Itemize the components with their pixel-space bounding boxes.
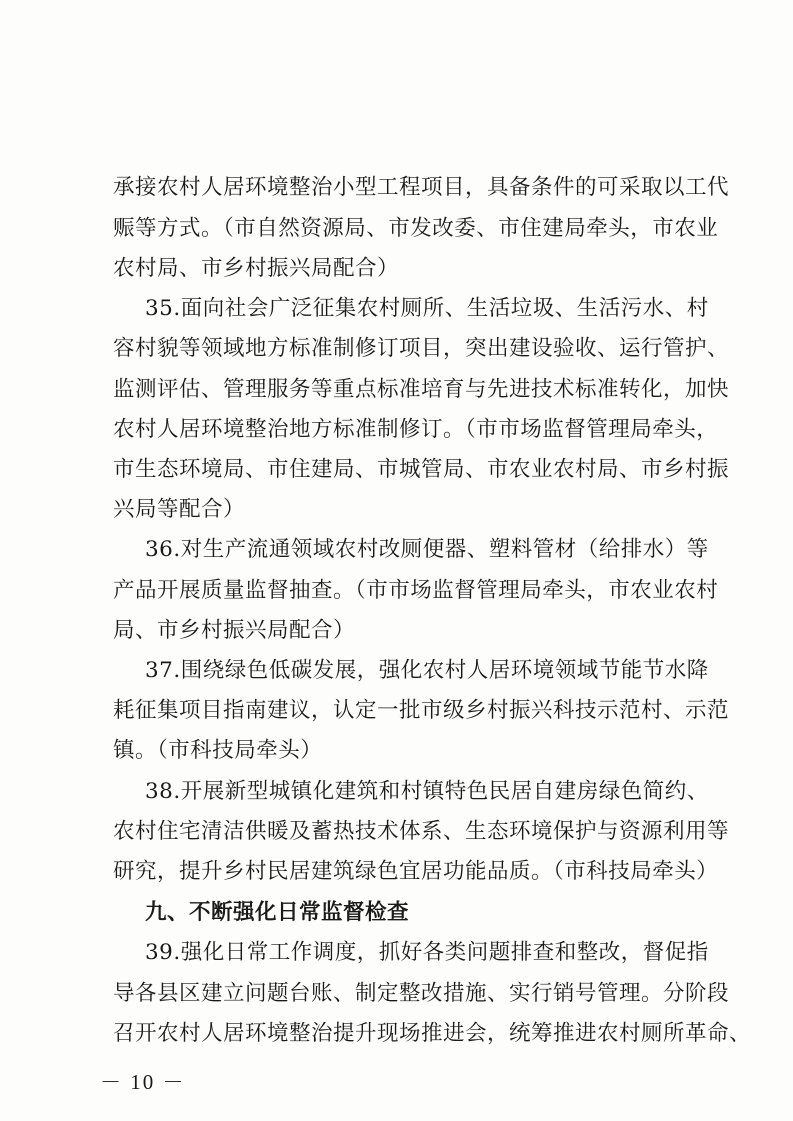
text-line: 局、市乡村振兴局配合） xyxy=(113,618,356,643)
item-39-first-line: 39.强化日常工作调度，抓好各类问题排查和整改，督促指 xyxy=(145,940,709,965)
text-line: 产品开展质量监督抽查。（市市场监督管理局牵头，市农业农村 xyxy=(113,578,719,603)
text-line: 承接农村人居环境整治小型工程项目，具备条件的可采取以工代 xyxy=(113,175,730,200)
text-line: 农村人居环境整治地方标准制修订。（市市场监督管理局牵头， xyxy=(113,417,719,442)
text-line: 赈等方式。（市自然资源局、市发改委、市住建局牵头，市农业 xyxy=(113,216,719,241)
text-line: 农村住宅清洁供暖及蓄热技术体系、生态环境保护与资源利用等 xyxy=(113,819,730,844)
text-line: 耗征集项目指南建议，认定一批市级乡村振兴科技示范村、示范 xyxy=(113,698,730,723)
item-38-first-line: 38.开展新型城镇化建筑和村镇特色民居自建房绿色简约、 xyxy=(145,779,709,804)
item-37-first-line: 37.围绕绿色低碳发展，强化农村人居环境领域节能节水降 xyxy=(145,658,709,683)
text-line: 研究，提升乡村民居建筑绿色宜居功能品质。（市科技局牵头） xyxy=(113,859,719,884)
item-35-first-line: 35.面向社会广泛征集农村厕所、生活垃圾、生活污水、村 xyxy=(145,296,709,321)
text-line: 导各县区建立问题台账、制定整改措施、实行销号管理。分阶段 xyxy=(113,981,730,1006)
section-heading: 九、不断强化日常监督检查 xyxy=(145,900,410,925)
text-line: 镇。（市科技局牵头） xyxy=(113,738,323,763)
text-line: 市生态环境局、市住建局、市城管局、市农业农村局、市乡村振 xyxy=(113,457,730,482)
item-36-first-line: 36.对生产流通领域农村改厕便器、塑料管材（给排水）等 xyxy=(145,537,709,562)
text-line: 农村局、市乡村振兴局配合） xyxy=(113,256,400,281)
text-line: 召开农村人居环境整治提升现场推进会，统筹推进农村厕所革命、 xyxy=(113,1021,752,1046)
text-line: 兴局等配合） xyxy=(113,497,246,522)
page-number: － 10 － xyxy=(100,1070,186,1094)
text-line: 监测评估、管理服务等重点标准培育与先进技术标准转化，加快 xyxy=(113,377,730,402)
text-line: 容村貌等领域地方标准制修订项目，突出建设验收、运行管护、 xyxy=(113,336,730,361)
